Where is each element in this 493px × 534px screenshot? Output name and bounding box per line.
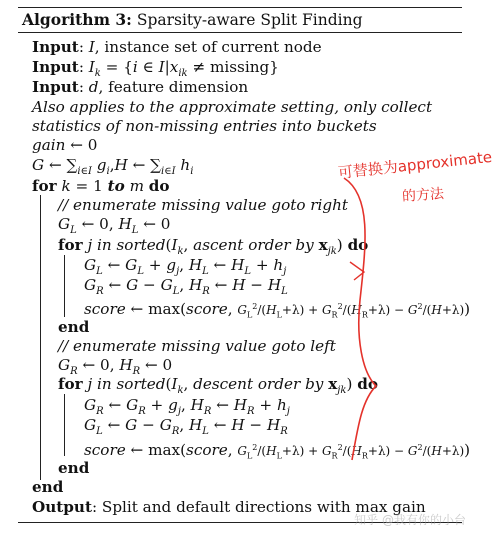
reset-left-line: $G_L$ ← 0, $H_L$ ← 0 <box>58 215 171 237</box>
algorithm-title-label: Algorithm 3: <box>22 10 132 29</box>
score-line-right: score ← max(score, $G_L^2/(H_L+\lambda) + G_R^2/(H_R+\lambda) - G^2/(H+\lambda)$) <box>84 300 471 320</box>
comment-goto-right: // enumerate missing value goto right <box>58 196 349 214</box>
input-line-2: Input: $I_k = \{i$ ∈ $I|x_{ik} \ne missing$} <box>32 58 279 80</box>
end-for-j-right: end <box>58 318 90 336</box>
update-right-line: $G_R$ ← $G_R + g_j$, $H_R$ ← $H_R + h_j$ <box>84 396 290 418</box>
input-line-3: Input: d, feature dimension <box>32 78 249 96</box>
red-curly-bracket <box>344 178 376 460</box>
g-h-sum-line: G ← $\sum_{i\in I}$ $g_i,H$ ← $\sum_{i\in I}$ $h_i$ <box>32 156 194 178</box>
input-line-1: Input: I, instance set of current node <box>32 38 322 56</box>
comment-approx-line-2: statistics of non-missing entries into buckets <box>32 117 377 135</box>
for-j-descent-line: for j in $sorted(I_k$, descent order by $x_{jk}$) do <box>58 375 378 397</box>
gain-init-line: gain ← 0 <box>32 136 98 154</box>
for-j-ascent-line: for j in $sorted(I_k$, ascent order by $x_{jk}$) do <box>58 236 369 258</box>
update-left-line: $G_L$ ← $G_L + g_j$, $H_L$ ← $H_L + h_j$ <box>84 256 287 278</box>
compute-left-line: $G_L$ ← $G - G_R$, $H_L$ ← $H - H_R$ <box>84 416 288 438</box>
reset-right-line: $G_R$ ← 0, $H_R$ ← 0 <box>58 356 173 378</box>
score-line-left: score ← max(score, $G_L^2/(H_L+\lambda) + G_R^2/(H_R+\lambda) - G^2/(H+\lambda)$) <box>84 441 471 461</box>
algorithm-title-text: Sparsity-aware Split Finding <box>136 11 363 29</box>
compute-right-line: $G_R$ ← $G - G_L$, $H_R$ ← $H - H_L$ <box>84 276 288 298</box>
comment-approx-line-1: Also applies to the approximate setting, only collect <box>32 98 433 116</box>
for-k-line: for k = 1 to m do <box>32 177 170 195</box>
comment-goto-left: // enumerate missing value goto left <box>58 337 336 355</box>
end-for-j-left: end <box>58 459 90 477</box>
handwritten-note-line-1: 可替换为approximate <box>337 147 493 182</box>
output-line: Output: Split and default directions with max gain <box>32 498 426 516</box>
end-for-k: end <box>32 478 64 496</box>
watermark: 知乎 @我有你的小台 <box>354 513 466 527</box>
handwritten-note-line-2: 的方法 <box>401 186 445 205</box>
